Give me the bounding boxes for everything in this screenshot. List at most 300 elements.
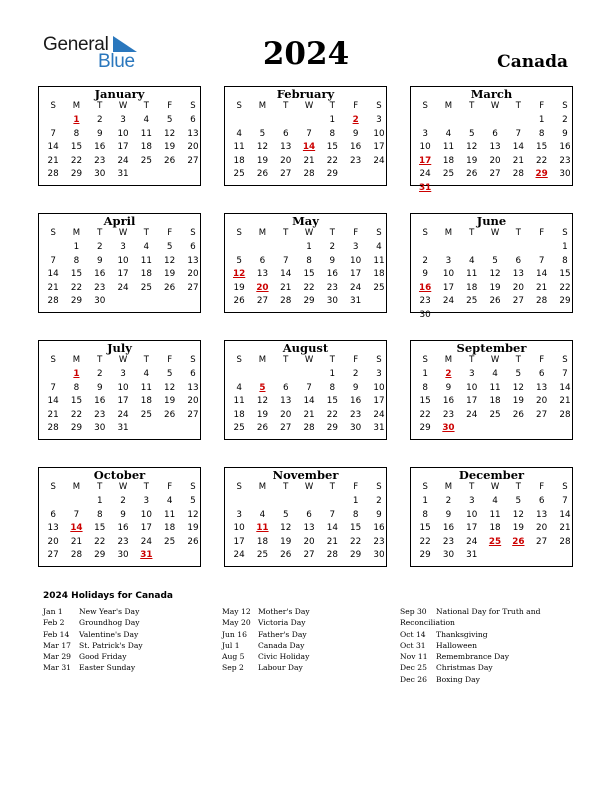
calendar-day: 15 <box>536 142 548 152</box>
holiday-date: 5 <box>259 382 266 393</box>
month-name: January <box>94 87 145 101</box>
calendar-day: 24 <box>442 296 455 306</box>
calendar-day: 28 <box>559 536 571 547</box>
calendar-day: 6 <box>515 255 522 266</box>
calendar-day: 6 <box>538 496 545 506</box>
calendar-day: 24 <box>117 282 129 293</box>
calendar-day: 11 <box>489 509 501 520</box>
calendar-day: 5 <box>468 128 475 139</box>
weekday-header: T <box>469 101 475 111</box>
calendar-day: 15 <box>94 523 106 533</box>
calendar-day: 8 <box>538 128 545 139</box>
calendar-day: 22 <box>303 282 315 293</box>
calendar-day: 4 <box>376 242 382 252</box>
calendar-day: 16 <box>350 396 362 406</box>
weekday-header: S <box>190 482 196 492</box>
calendar-day: 10 <box>373 128 385 139</box>
holiday-date: 11 <box>256 523 269 533</box>
calendar-day: 20 <box>47 536 59 547</box>
calendar-day: 23 <box>442 536 455 547</box>
calendar-day: 11 <box>233 396 245 406</box>
calendar-day: 1 <box>538 115 545 125</box>
calendar-day: 7 <box>50 382 56 393</box>
calendar-day: 3 <box>236 509 242 520</box>
holiday-date: 1 <box>73 369 80 379</box>
month-november <box>224 467 387 567</box>
calendar-day: 16 <box>559 142 571 152</box>
calendar-day: 6 <box>50 509 56 520</box>
calendar-day: 9 <box>96 128 103 139</box>
holiday-date-label: Mar 17 <box>43 640 72 650</box>
calendar-day: 22 <box>326 409 338 420</box>
calendar-day: 29 <box>559 296 571 306</box>
calendar-day: 19 <box>489 282 501 293</box>
calendar-day: 29 <box>70 423 83 433</box>
holiday-date: 17 <box>419 155 432 166</box>
calendar-day: 26 <box>187 536 199 547</box>
calendar-day: 6 <box>492 128 498 139</box>
calendar-day: 31 <box>117 423 129 433</box>
calendar-day: 9 <box>96 255 103 266</box>
calendar-day: 23 <box>94 155 106 166</box>
weekday-header: T <box>283 482 289 492</box>
weekday-header: T <box>97 228 103 238</box>
month-december <box>410 467 573 567</box>
weekday-header: W <box>118 482 128 492</box>
calendar-day: 2 <box>96 369 103 379</box>
holiday-name-label: Father's Day <box>258 629 307 639</box>
calendar-day: 28 <box>280 296 292 306</box>
calendar-day: 16 <box>117 523 129 533</box>
weekday-header: M <box>444 482 453 492</box>
calendar-day: 3 <box>468 496 475 506</box>
weekday-header: F <box>539 101 545 111</box>
calendar-day: 17 <box>117 142 129 152</box>
calendar-day: 20 <box>187 269 199 279</box>
holiday-date: 2 <box>445 369 452 379</box>
calendar-day: 27 <box>303 550 315 560</box>
calendar-day: 27 <box>280 169 292 179</box>
calendar-day: 8 <box>422 509 428 520</box>
calendar-day: 26 <box>280 550 292 560</box>
holiday-name-label: National Day for Truth and <box>436 607 541 616</box>
calendar-day: 3 <box>120 369 126 379</box>
calendar-day: 18 <box>164 523 176 533</box>
holiday-name-label: Victoria Day <box>258 618 306 628</box>
weekday-header: T <box>143 355 149 365</box>
calendar-day: 11 <box>140 382 152 393</box>
holiday-name-label: New Year's Day <box>79 607 140 616</box>
calendar-day: 22 <box>70 282 83 293</box>
calendar-day: 23 <box>350 155 362 166</box>
calendar-day: 9 <box>120 509 126 520</box>
calendar-day: 21 <box>536 282 548 293</box>
month-august <box>224 340 387 440</box>
holiday-name-label: Mother's Day <box>258 607 310 616</box>
calendar-day: 8 <box>73 255 80 266</box>
calendar-day: 23 <box>419 296 431 306</box>
calendar-day: 10 <box>117 382 129 393</box>
calendar-day: 17 <box>233 536 245 547</box>
calendar-day: 26 <box>256 169 269 179</box>
calendar-day: 15 <box>559 269 571 279</box>
month-name: February <box>276 87 335 101</box>
calendar-day: 17 <box>373 142 385 152</box>
month-september <box>410 340 573 440</box>
calendar-day: 14 <box>512 142 524 152</box>
calendar-day: 5 <box>236 255 242 266</box>
calendar-day: 11 <box>373 255 385 266</box>
calendar-day: 5 <box>166 115 173 125</box>
weekday-header: S <box>236 101 242 111</box>
calendar-day: 5 <box>515 496 522 506</box>
month-july <box>38 340 201 440</box>
calendar-day: 21 <box>303 155 315 166</box>
calendar-day: 7 <box>50 255 56 266</box>
holiday-date: 12 <box>233 269 246 279</box>
calendar-day: 27 <box>187 282 199 293</box>
calendar-day: 25 <box>140 282 152 293</box>
calendar-day: 1 <box>352 496 359 506</box>
calendar-day: 10 <box>350 255 362 266</box>
calendar-day: 27 <box>280 423 292 433</box>
calendar-day: 2 <box>329 242 336 252</box>
weekday-header: S <box>376 101 382 111</box>
calendar-day: 19 <box>164 269 176 279</box>
weekday-header: T <box>97 355 103 365</box>
weekday-header: W <box>490 101 500 111</box>
calendar-day: 14 <box>47 396 59 406</box>
calendar-day: 4 <box>492 496 498 506</box>
calendar-day: 10 <box>466 382 478 393</box>
calendar-day: 22 <box>70 409 83 420</box>
calendar-day: 30 <box>373 550 385 560</box>
calendar-day: 9 <box>96 382 103 393</box>
calendar-day: 24 <box>233 550 245 560</box>
month-march <box>410 86 573 193</box>
calendar-day: 21 <box>47 155 59 166</box>
calendar-day: 30 <box>94 169 106 179</box>
calendar-day: 19 <box>256 155 269 166</box>
calendar-day: 17 <box>350 269 362 279</box>
calendar-day: 18 <box>140 269 152 279</box>
calendar-day: 11 <box>442 142 455 152</box>
calendar-day: 16 <box>442 523 455 533</box>
calendar-day: 23 <box>94 282 106 293</box>
calendar-day: 4 <box>143 115 150 125</box>
weekday-header: S <box>422 101 428 111</box>
calendar-day: 9 <box>376 509 382 520</box>
calendar-day: 4 <box>492 369 498 379</box>
calendar-day: 20 <box>187 396 199 406</box>
calendar-day: 1 <box>329 115 336 125</box>
weekday-header: W <box>490 355 500 365</box>
calendar-day: 5 <box>166 369 173 379</box>
weekday-header: T <box>469 355 475 365</box>
calendar-day: 5 <box>190 496 196 506</box>
calendar-day: 7 <box>329 509 336 520</box>
calendar-day: 16 <box>326 269 338 279</box>
weekday-header: W <box>490 228 500 238</box>
calendar-day: 31 <box>373 423 385 433</box>
calendar-day: 11 <box>466 269 478 279</box>
calendar-day: 7 <box>50 128 56 139</box>
calendar-day: 13 <box>187 382 199 393</box>
calendar-day: 1 <box>422 496 428 506</box>
calendar-day: 1 <box>73 242 80 252</box>
weekday-header: S <box>376 482 382 492</box>
calendar-day: 13 <box>256 269 269 279</box>
calendar-day: 24 <box>466 409 478 420</box>
holiday-name-label: Good Friday <box>79 652 127 662</box>
calendar-day: 2 <box>376 496 382 506</box>
calendar-day: 25 <box>489 409 501 420</box>
calendar-day: 23 <box>442 409 455 420</box>
calendar-day: 23 <box>326 282 338 293</box>
weekday-header: F <box>167 228 173 238</box>
calendar-day: 12 <box>489 269 501 279</box>
calendar-day: 15 <box>350 523 362 533</box>
weekday-header: S <box>236 228 242 238</box>
calendar-day: 16 <box>94 142 106 152</box>
weekday-header: T <box>515 355 521 365</box>
calendar-day: 15 <box>70 396 83 406</box>
calendar-day: 30 <box>350 423 362 433</box>
calendar-day: 10 <box>442 269 455 279</box>
calendar-day: 24 <box>373 155 385 166</box>
calendar-day: 8 <box>329 128 336 139</box>
calendar-day: 28 <box>559 409 571 420</box>
calendar-day: 8 <box>73 382 80 393</box>
weekday-header: F <box>539 355 545 365</box>
calendar-day: 8 <box>306 255 312 266</box>
holiday-name-label: Canada Day <box>258 640 305 650</box>
calendar-day: 26 <box>164 155 176 166</box>
calendar-day: 10 <box>140 509 152 520</box>
calendar-day: 26 <box>256 423 269 433</box>
calendar-day: 21 <box>559 396 571 406</box>
calendar-day: 3 <box>120 115 126 125</box>
weekday-header: M <box>72 355 81 365</box>
calendar-day: 9 <box>329 255 336 266</box>
calendar-day: 28 <box>303 423 315 433</box>
weekday-header: M <box>258 482 267 492</box>
holiday-date: 20 <box>256 282 269 293</box>
calendar-day: 13 <box>280 142 292 152</box>
calendar-day: 9 <box>352 382 359 393</box>
calendar-day: 20 <box>280 409 292 420</box>
calendar-day: 23 <box>94 409 106 420</box>
holiday-date-label: Oct 14 <box>400 629 426 639</box>
calendar-day: 17 <box>373 396 385 406</box>
weekday-header: S <box>50 482 56 492</box>
calendar-day: 22 <box>70 155 83 166</box>
calendar-day: 27 <box>256 296 269 306</box>
calendar-day: 7 <box>515 128 522 139</box>
calendar-day: 21 <box>47 409 59 420</box>
calendar-day: 10 <box>373 382 385 393</box>
weekday-header: T <box>515 228 521 238</box>
calendar-day: 30 <box>559 169 571 179</box>
calendar-day: 1 <box>562 242 568 252</box>
holiday-date-label: Mar 31 <box>43 663 72 673</box>
calendar-day: 4 <box>445 128 452 139</box>
calendar-day: 14 <box>47 269 59 279</box>
calendar-day: 10 <box>233 523 245 533</box>
calendar-day: 24 <box>466 536 478 547</box>
calendar-day: 15 <box>303 269 315 279</box>
holiday-name-label: Groundhog Day <box>79 618 140 628</box>
calendar-day: 28 <box>303 169 315 179</box>
calendar-day: 26 <box>233 296 245 306</box>
calendar-day: 29 <box>70 169 83 179</box>
calendar-day: 28 <box>47 296 59 306</box>
calendar-day: 26 <box>466 169 478 179</box>
calendar-day: 2 <box>96 115 103 125</box>
calendar-day: 7 <box>538 255 545 266</box>
calendar-day: 4 <box>236 382 242 393</box>
holiday-date-label: Mar 29 <box>43 652 72 662</box>
calendar-day: 18 <box>233 155 245 166</box>
calendar-day: 19 <box>512 523 524 533</box>
weekday-header: T <box>329 228 335 238</box>
weekday-header: W <box>118 355 128 365</box>
calendar-day: 3 <box>468 369 475 379</box>
calendar-day: 12 <box>164 255 176 266</box>
calendar-day: 18 <box>466 282 478 293</box>
calendar-day: 20 <box>303 536 315 547</box>
calendar-day: 21 <box>326 536 338 547</box>
calendar-day: 22 <box>559 282 571 293</box>
month-october <box>38 467 201 567</box>
calendar-day: 7 <box>73 509 80 520</box>
calendar-day: 13 <box>536 509 548 520</box>
holiday-date-label: Jul 1 <box>222 640 240 650</box>
calendar-day: 13 <box>187 255 199 266</box>
calendar-day: 10 <box>117 128 129 139</box>
weekday-header: T <box>329 101 335 111</box>
calendar-day: 13 <box>47 523 59 533</box>
weekday-header: T <box>515 482 521 492</box>
calendar-day: 12 <box>164 382 176 393</box>
calendar-day: 5 <box>259 128 266 139</box>
weekday-header: W <box>304 101 314 111</box>
weekday-header: F <box>353 228 359 238</box>
calendar-day: 14 <box>536 269 548 279</box>
calendar-day: 13 <box>187 128 199 139</box>
calendar-day: 5 <box>515 369 522 379</box>
calendar-day: 2 <box>96 242 103 252</box>
holiday-name-label: Labour Day <box>258 663 303 673</box>
weekday-header: F <box>539 228 545 238</box>
calendar-day: 16 <box>373 523 385 533</box>
calendar-day: 25 <box>140 155 152 166</box>
calendar-day: 8 <box>562 255 568 266</box>
calendar-day: 12 <box>512 382 524 393</box>
holiday-name-continued: Reconciliation <box>400 618 455 628</box>
month-name: July <box>107 341 132 355</box>
calendar-day: 17 <box>466 396 478 406</box>
weekday-header: F <box>353 482 359 492</box>
holiday-date: 14 <box>70 523 83 533</box>
weekday-header: M <box>258 228 267 238</box>
weekday-header: S <box>562 482 568 492</box>
calendar-day: 31 <box>466 550 478 560</box>
calendar-day: 12 <box>164 128 176 139</box>
calendar-day: 3 <box>143 496 150 506</box>
weekday-header: M <box>72 228 81 238</box>
calendar-day: 28 <box>326 550 338 560</box>
calendar-day: 2 <box>445 496 452 506</box>
calendar-day: 28 <box>536 296 548 306</box>
calendar-day: 22 <box>94 536 106 547</box>
calendar-day: 15 <box>70 142 83 152</box>
calendar-day: 22 <box>326 155 338 166</box>
calendar-day: 30 <box>442 550 455 560</box>
calendar-day: 28 <box>70 550 83 560</box>
calendar-day: 20 <box>280 155 292 166</box>
calendar-day: 6 <box>190 369 196 379</box>
calendar-day: 20 <box>187 142 199 152</box>
calendar-day: 1 <box>306 242 312 252</box>
weekday-header: T <box>283 355 289 365</box>
calendar-day: 19 <box>233 282 245 293</box>
calendar-day: 6 <box>259 255 266 266</box>
calendar-day: 4 <box>236 128 242 139</box>
weekday-header: M <box>72 101 81 111</box>
calendar-day: 24 <box>117 409 129 420</box>
calendar-day: 29 <box>326 169 338 179</box>
calendar-day: 4 <box>143 242 150 252</box>
calendar-day: 25 <box>256 550 269 560</box>
calendar-day: 17 <box>442 282 455 293</box>
calendar-day: 27 <box>47 550 59 560</box>
calendar-day: 6 <box>282 382 289 393</box>
calendar-day: 18 <box>489 523 501 533</box>
holiday-name-label: Halloween <box>436 640 477 650</box>
calendar-day: 19 <box>280 536 292 547</box>
calendar-year: 2024 <box>262 36 350 72</box>
weekday-header: F <box>167 482 173 492</box>
calendar-day: 27 <box>489 169 501 179</box>
calendar-day: 12 <box>256 396 269 406</box>
calendar-day: 26 <box>164 282 176 293</box>
calendar-day: 26 <box>164 409 176 420</box>
month-name: August <box>282 341 329 355</box>
holiday-date: 16 <box>419 282 432 293</box>
calendar-day: 27 <box>187 155 199 166</box>
holiday-date-label: Sep 2 <box>222 663 244 673</box>
calendar-day: 19 <box>512 396 524 406</box>
month-name: November <box>272 468 339 482</box>
calendar-day: 8 <box>73 128 80 139</box>
calendar-day: 1 <box>422 369 428 379</box>
weekday-header: T <box>329 355 335 365</box>
weekday-header: S <box>562 355 568 365</box>
calendar-day: 12 <box>280 523 292 533</box>
calendar-day: 14 <box>303 396 315 406</box>
month-name: June <box>476 214 507 228</box>
weekday-header: S <box>562 101 568 111</box>
calendar-day: 29 <box>70 296 83 306</box>
calendar-day: 15 <box>326 396 338 406</box>
calendar-day: 26 <box>512 409 524 420</box>
weekday-header: S <box>236 482 242 492</box>
calendar-day: 17 <box>140 523 152 533</box>
weekday-header: M <box>258 101 267 111</box>
holiday-date: 2 <box>352 115 359 125</box>
holiday-date: 30 <box>442 423 455 433</box>
